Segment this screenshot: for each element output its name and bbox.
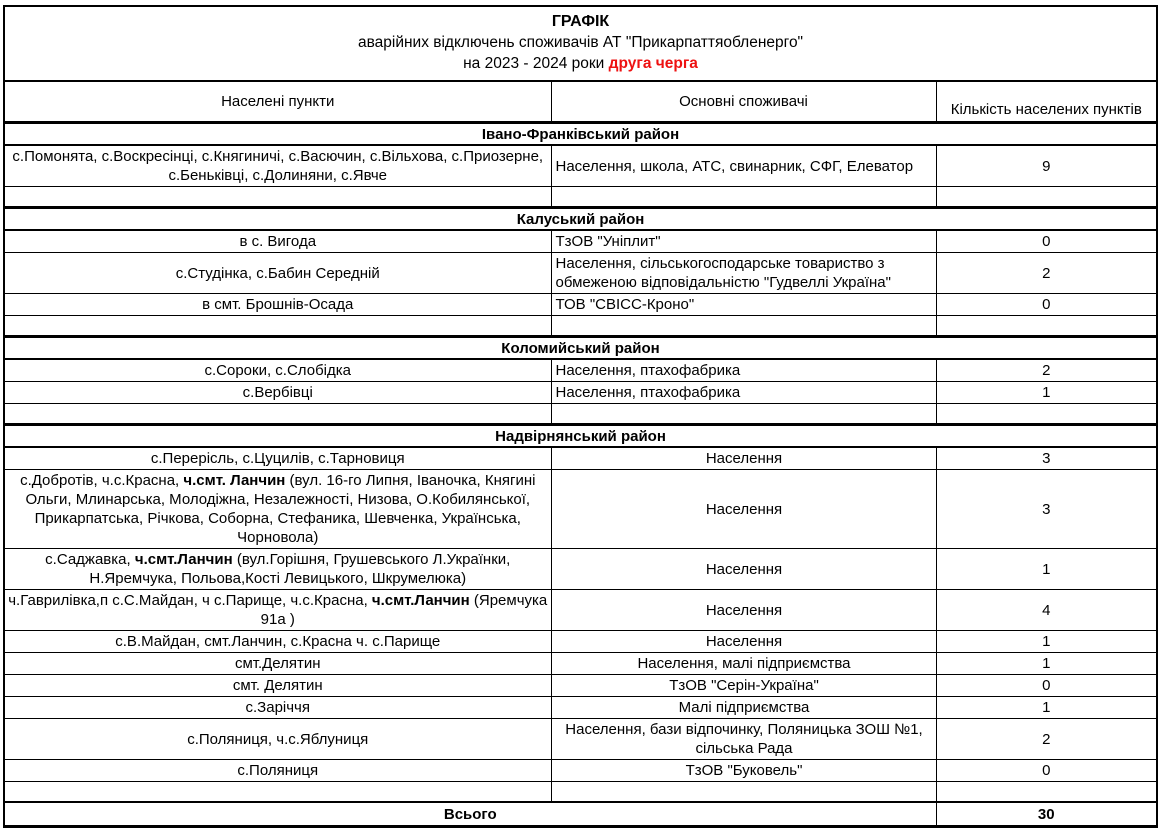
consumers-cell: Населення xyxy=(551,470,936,549)
settlements-cell xyxy=(4,549,551,590)
settlements-text: с.Заріччя xyxy=(245,699,310,716)
settlements-cell xyxy=(4,230,551,253)
data-row xyxy=(4,675,1157,697)
count-cell: 9 xyxy=(936,145,1157,187)
spacer-row xyxy=(4,187,1157,208)
settlements-text: с.Сороки, с.Слобідка xyxy=(204,362,351,379)
spacer-cell-count xyxy=(936,187,1157,208)
settlements-bold-text: ч.смт.Ланчин xyxy=(134,551,233,568)
count-cell: 1 xyxy=(936,549,1157,590)
count-cell: 3 xyxy=(936,447,1157,470)
settlements-cell xyxy=(4,470,551,549)
section-row xyxy=(4,123,1157,146)
consumers-cell: Малі підприємства xyxy=(551,697,936,719)
consumers-cell: Населення, бази відпочинку, Поляницька ЗОШ №1, сільська Рада xyxy=(551,719,936,760)
count-cell: 0 xyxy=(936,760,1157,782)
consumers-cell: ТзОВ "Уніплит" xyxy=(551,230,936,253)
consumers-cell: Населення, малі підприємства xyxy=(551,653,936,675)
section-header: Коломийський район xyxy=(4,337,1157,360)
settlements-cell xyxy=(4,145,551,187)
spacer-row xyxy=(4,782,1157,803)
spacer-cell-consumers xyxy=(551,404,936,425)
spacer-cell-count xyxy=(936,316,1157,337)
settlements-text: (вул.Горішня, Грушевського Л.Українки, Н.Яремчука, Польова,Кості Левицького, Шкрумелюка) xyxy=(89,551,511,587)
section-header: Калуський район xyxy=(4,208,1157,231)
title-line3-prefix: на 2023 - 2024 роки xyxy=(463,55,609,72)
settlements-cell xyxy=(4,697,551,719)
consumers-cell: Населення xyxy=(551,631,936,653)
settlements-cell xyxy=(4,631,551,653)
column-header-count: Кількість населених пунктів xyxy=(936,81,1157,123)
consumers-cell: Населення xyxy=(551,549,936,590)
data-row xyxy=(4,294,1157,316)
data-row xyxy=(4,382,1157,404)
consumers-cell: Населення, школа, АТС, свинарник, СФГ, Елеватор xyxy=(551,145,936,187)
spacer-cell-settlements xyxy=(4,187,551,208)
spacer-cell-settlements xyxy=(4,782,551,803)
settlements-text: с.Помонята, с.Воскресінці, с.Княгиничі, с.Васючин, с.Вільхова, с.Приозерне, с.Беньківці, с.Долиняни, с.Явче xyxy=(12,148,544,184)
count-cell: 1 xyxy=(936,382,1157,404)
section-row xyxy=(4,208,1157,231)
consumers-cell: ТОВ "СВІСС-Кроно" xyxy=(551,294,936,316)
total-row xyxy=(4,802,1157,827)
total-count-cell: 30 xyxy=(936,802,1157,827)
spacer-cell-settlements xyxy=(4,404,551,425)
data-row xyxy=(4,145,1157,187)
data-row xyxy=(4,719,1157,760)
settlements-text: в смт. Брошнів-Осада xyxy=(202,296,354,313)
data-row xyxy=(4,653,1157,675)
settlements-cell xyxy=(4,675,551,697)
title-line1: ГРАФІК xyxy=(551,13,610,30)
settlements-text: с.Поляниця xyxy=(237,762,319,779)
consumers-cell: ТзОВ "Серін-Україна" xyxy=(551,675,936,697)
settlements-cell xyxy=(4,382,551,404)
section-header: Надвірнянський район xyxy=(4,425,1157,448)
title-line2: аварійних відключень споживачів АТ "Прикарпаттяобленерго" xyxy=(357,34,804,51)
settlements-text: смт. Делятин xyxy=(232,677,323,694)
count-cell: 4 xyxy=(936,590,1157,631)
settlements-text: с.Добротів, ч.с.Красна, xyxy=(20,472,184,489)
data-row xyxy=(4,590,1157,631)
settlements-text: в с. Вигода xyxy=(239,233,317,250)
settlements-text: (Яремчука 91а ) xyxy=(260,592,548,628)
spacer-cell-consumers xyxy=(551,316,936,337)
settlements-bold-text: ч.смт. Ланчин xyxy=(183,472,286,489)
section-row xyxy=(4,425,1157,448)
spacer-cell-settlements xyxy=(4,316,551,337)
title-row xyxy=(4,6,1157,81)
section-header: Івано-Франківський район xyxy=(4,123,1157,146)
data-row xyxy=(4,470,1157,549)
consumers-cell: Населення xyxy=(551,590,936,631)
settlements-text: с.Вербівці xyxy=(242,384,313,401)
consumers-cell: Населення, сільськогосподарське товариство з обмеженою відповідальністю "Гудвеллі Україна" xyxy=(551,253,936,294)
settlements-cell xyxy=(4,760,551,782)
settlements-text: с.В.Майдан, смт.Ланчин, с.Красна ч. с.Парище xyxy=(115,633,441,650)
column-header-settlements: Населені пункти xyxy=(4,81,551,123)
section-row xyxy=(4,337,1157,360)
data-row xyxy=(4,549,1157,590)
title-line3 xyxy=(5,53,1156,74)
column-header-row xyxy=(4,81,1157,123)
settlements-text: ч.Гаврилівка,п с.С.Майдан, ч с.Парище, ч.с.Красна, xyxy=(8,592,372,609)
settlements-text: с.Поляниця, ч.с.Яблуниця xyxy=(187,730,369,748)
settlements-cell xyxy=(4,294,551,316)
data-row xyxy=(4,760,1157,782)
count-cell: 1 xyxy=(936,697,1157,719)
settlements-cell xyxy=(4,653,551,675)
spacer-cell-consumers xyxy=(551,782,936,803)
settlements-cell xyxy=(4,447,551,470)
data-row xyxy=(4,253,1157,294)
count-cell: 2 xyxy=(936,253,1157,294)
data-row xyxy=(4,631,1157,653)
consumers-cell: ТзОВ "Буковель" xyxy=(551,760,936,782)
total-label-cell: Всього xyxy=(4,802,936,827)
outage-schedule-table xyxy=(3,5,1158,828)
count-cell: 1 xyxy=(936,653,1157,675)
settlements-cell xyxy=(4,590,551,631)
column-header-consumers: Основні споживачі xyxy=(551,81,936,123)
settlements-text: смт.Делятин xyxy=(234,655,321,672)
settlements-cell xyxy=(4,719,551,760)
data-row xyxy=(4,447,1157,470)
settlements-cell xyxy=(4,253,551,294)
data-row xyxy=(4,697,1157,719)
spacer-row xyxy=(4,404,1157,425)
settlements-text: с.Перерісль, с.Цуцилів, с.Тарновиця xyxy=(150,450,405,467)
consumers-cell: Населення, птахофабрика xyxy=(551,359,936,382)
data-row xyxy=(4,359,1157,382)
settlements-text: с.Саджавка, xyxy=(45,551,135,568)
count-cell: 3 xyxy=(936,470,1157,549)
spacer-row xyxy=(4,316,1157,337)
spacer-cell-consumers xyxy=(551,187,936,208)
count-cell: 0 xyxy=(936,230,1157,253)
settlements-bold-text: ч.смт.Ланчин xyxy=(371,592,470,609)
consumers-cell: Населення, птахофабрика xyxy=(551,382,936,404)
count-cell: 2 xyxy=(936,719,1157,760)
count-cell: 2 xyxy=(936,359,1157,382)
document-title-cell xyxy=(4,6,1157,81)
count-cell: 0 xyxy=(936,675,1157,697)
settlements-cell xyxy=(4,359,551,382)
spacer-cell-count xyxy=(936,782,1157,803)
data-row xyxy=(4,230,1157,253)
settlements-text: с.Студінка, с.Бабин Середній xyxy=(175,264,380,282)
count-cell: 0 xyxy=(936,294,1157,316)
consumers-cell: Населення xyxy=(551,447,936,470)
title-line3-highlight: друга черга xyxy=(608,55,698,72)
settlements-text: (вул. 16-го Липня, Іваночка, Княгині Ольги, Млинарська, Молодіжна, Незалежності, Низова, О.Кобилянської, Прикарпатська, Річкова, Соборна, Стефаника, Шевченка, Українська, Чорновола) xyxy=(25,472,536,546)
count-cell: 1 xyxy=(936,631,1157,653)
spacer-cell-count xyxy=(936,404,1157,425)
schedule-table-body xyxy=(4,123,1157,827)
